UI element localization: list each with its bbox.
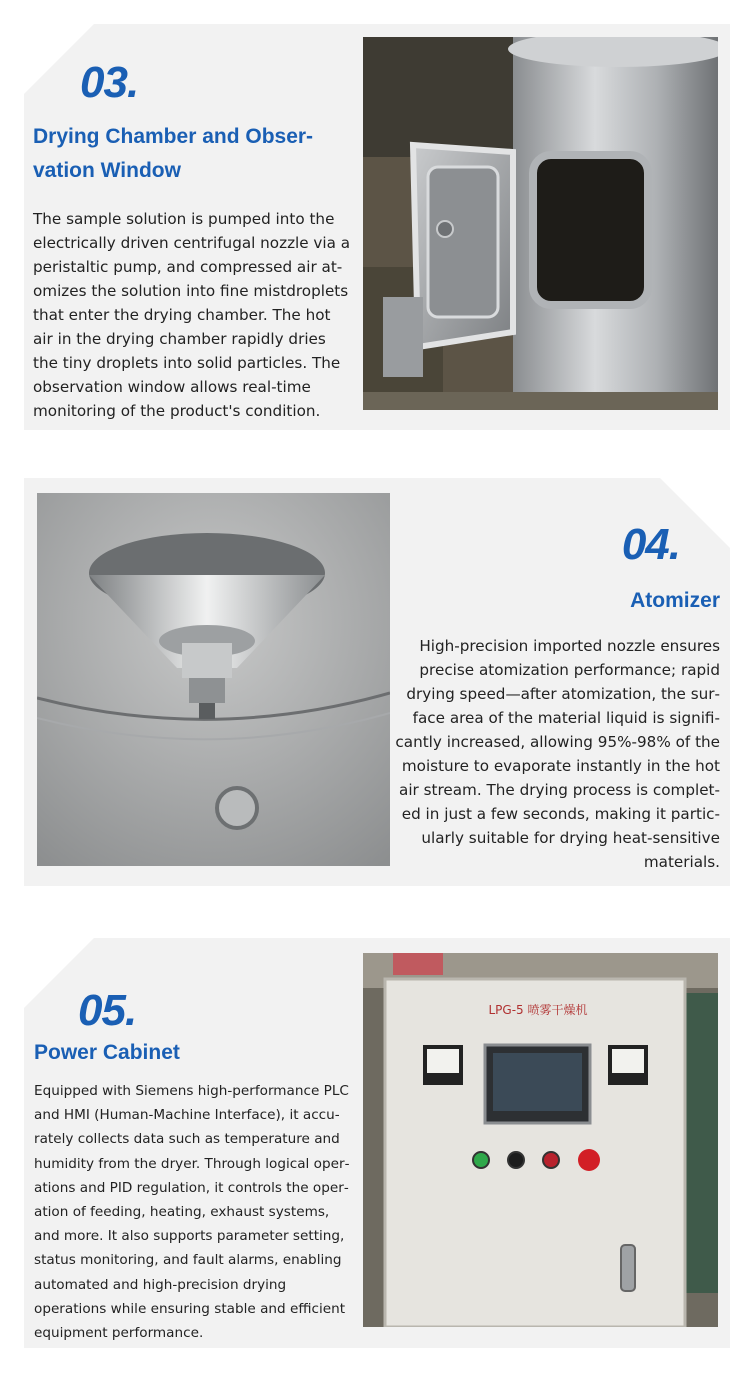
atomizer-photo <box>37 493 390 866</box>
section-04-body: High-precision imported nozzle ensures precise atomization performance; rapid drying speed—after atomization, the surface area of the material liquid is significantly increased, allowing 95%-98% of the moisture to evaporate instantly in the hot air stream. The drying process is completed in just a few seconds, making it particularly suitable for drying heat-sensitive materials. <box>395 637 720 871</box>
section-03-number: 03. <box>80 58 139 107</box>
section-05-title: Power Cabinet <box>34 1041 180 1064</box>
section-03-title-line2: vation Window <box>33 159 181 182</box>
section-05-number: 05. <box>78 986 137 1035</box>
drying-chamber-photo <box>363 37 718 410</box>
section-03-title <box>33 120 363 188</box>
section-05-body: Equipped with Siemens high-performance PLC and HMI (Human-Machine Interface), it accurately collects data such as temperature and humidity from the dryer. Through logical operations and PID regulation, it controls the operation of feeding, heating, exhaust systems, and more. It also supports parameter setting, status monitoring, and fault alarms, enabling automated and high-precision drying operations while ensuring stable and efficient equipment performance. <box>34 1083 350 1342</box>
section-03-title-line1: Drying Chamber and Obser- <box>33 125 314 148</box>
power-cabinet-photo <box>363 953 718 1327</box>
section-03-body: The sample solution is pumped into the electrically driven centrifugal nozzle via a peristaltic pump, and compressed air atomizes the solution into fine mistdroplets that enter the drying chamber. The hot air in the drying chamber rapidly dries the tiny droplets into solid particles. The observation window allows real-time monitoring of the product's condition. <box>33 210 351 420</box>
section-04-title: Atomizer <box>630 589 720 612</box>
section-04-number: 04. <box>621 520 680 569</box>
cabinet-label: LPG-5 喷雾干燥机 <box>488 1003 588 1017</box>
